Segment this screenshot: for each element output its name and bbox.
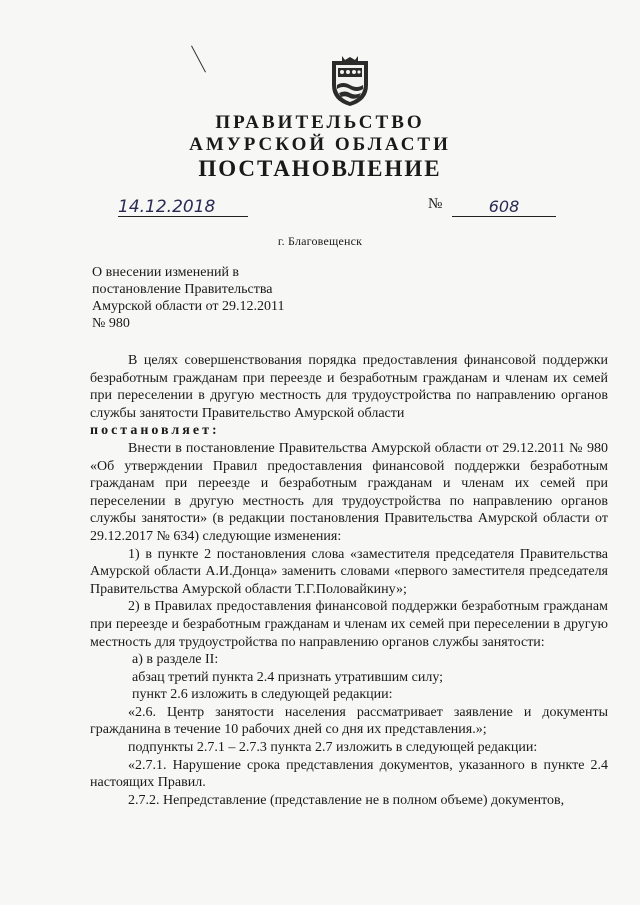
body-paragraph: «2.6. Центр занятости населения рассматривает заявление и документы гражданина в течение 10 рабочих дней со дня их представления.»; xyxy=(90,704,608,738)
handwritten-number: 608 xyxy=(452,198,556,217)
document-body xyxy=(90,352,608,809)
decree-word: постановляет: xyxy=(90,423,220,439)
body-paragraph: 1) в пункте 2 постановления слова «заместителя председателя Правительства Амурской области А.И.Донца» заменить словами «первого заместителя председателя Правительства Амурской области Т.Г.Половайкину»; xyxy=(90,546,608,597)
body-paragraph: пункт 2.6 изложить в следующей редакции: xyxy=(132,687,393,703)
number-label: № xyxy=(428,196,443,212)
government-title: ПРАВИТЕЛЬСТВО xyxy=(215,112,425,133)
subject-line: О внесении изменений в xyxy=(92,265,240,280)
body-paragraph: «2.7.1. Нарушение срока представления документов, указанного в пункте 2.4 настоящих Правил. xyxy=(90,757,608,791)
subject-line: № 980 xyxy=(92,316,130,331)
body-paragraph: а) в разделе II: xyxy=(132,652,219,668)
subject-line: Амурской области от 29.12.2011 xyxy=(92,299,285,314)
city-line: г. Благовещенск xyxy=(277,234,363,248)
amur-oblast-coat-of-arms-icon xyxy=(328,55,372,107)
body-paragraph: абзац третий пункта 2.4 признать утратившим силу; xyxy=(132,669,444,685)
region-title: АМУРСКОЙ ОБЛАСТИ xyxy=(189,134,451,155)
scan-mark xyxy=(191,46,206,73)
body-paragraph: 2) в Правилах предоставления финансовой поддержки безработным гражданам при переезде и безработным гражданам и членам их семей при переселении в другую местность для трудоустройства по направлению органов службы занятости: xyxy=(90,599,608,650)
handwritten-date: 14.12.2018 xyxy=(118,198,248,217)
body-paragraph: 2.7.2. Непредставление (представление не в полном объеме) документов, xyxy=(128,792,565,808)
subject-line: постановление Правительства xyxy=(92,282,273,297)
body-paragraph: Внести в постановление Правительства Амурской области от 29.12.2011 № 980 «Об утверждении Правил предоставления финансовой поддержки безработным гражданам при переезде и безработным гражданам и членам их семей при переселении в другую местность для трудоустройства по направлению органов службы занятости» (в редакции постановления Правительства Амурской области от 29.12.2017 № 634) следующие изменения: xyxy=(90,440,608,544)
subject-block xyxy=(92,264,284,332)
body-paragraph: подпункты 2.7.1 – 2.7.3 пункта 2.7 изложить в следующей редакции: xyxy=(128,740,538,756)
document-type-title: ПОСТАНОВЛЕНИЕ xyxy=(198,156,442,181)
preamble-paragraph: В целях совершенствования порядка предоставления финансовой поддержки безработным гражданам при переезде и безработным гражданам и членам их семей при переселении в другую местность для трудоустройства по направлению органов службы занятости Правительство Амурской области xyxy=(90,353,608,421)
